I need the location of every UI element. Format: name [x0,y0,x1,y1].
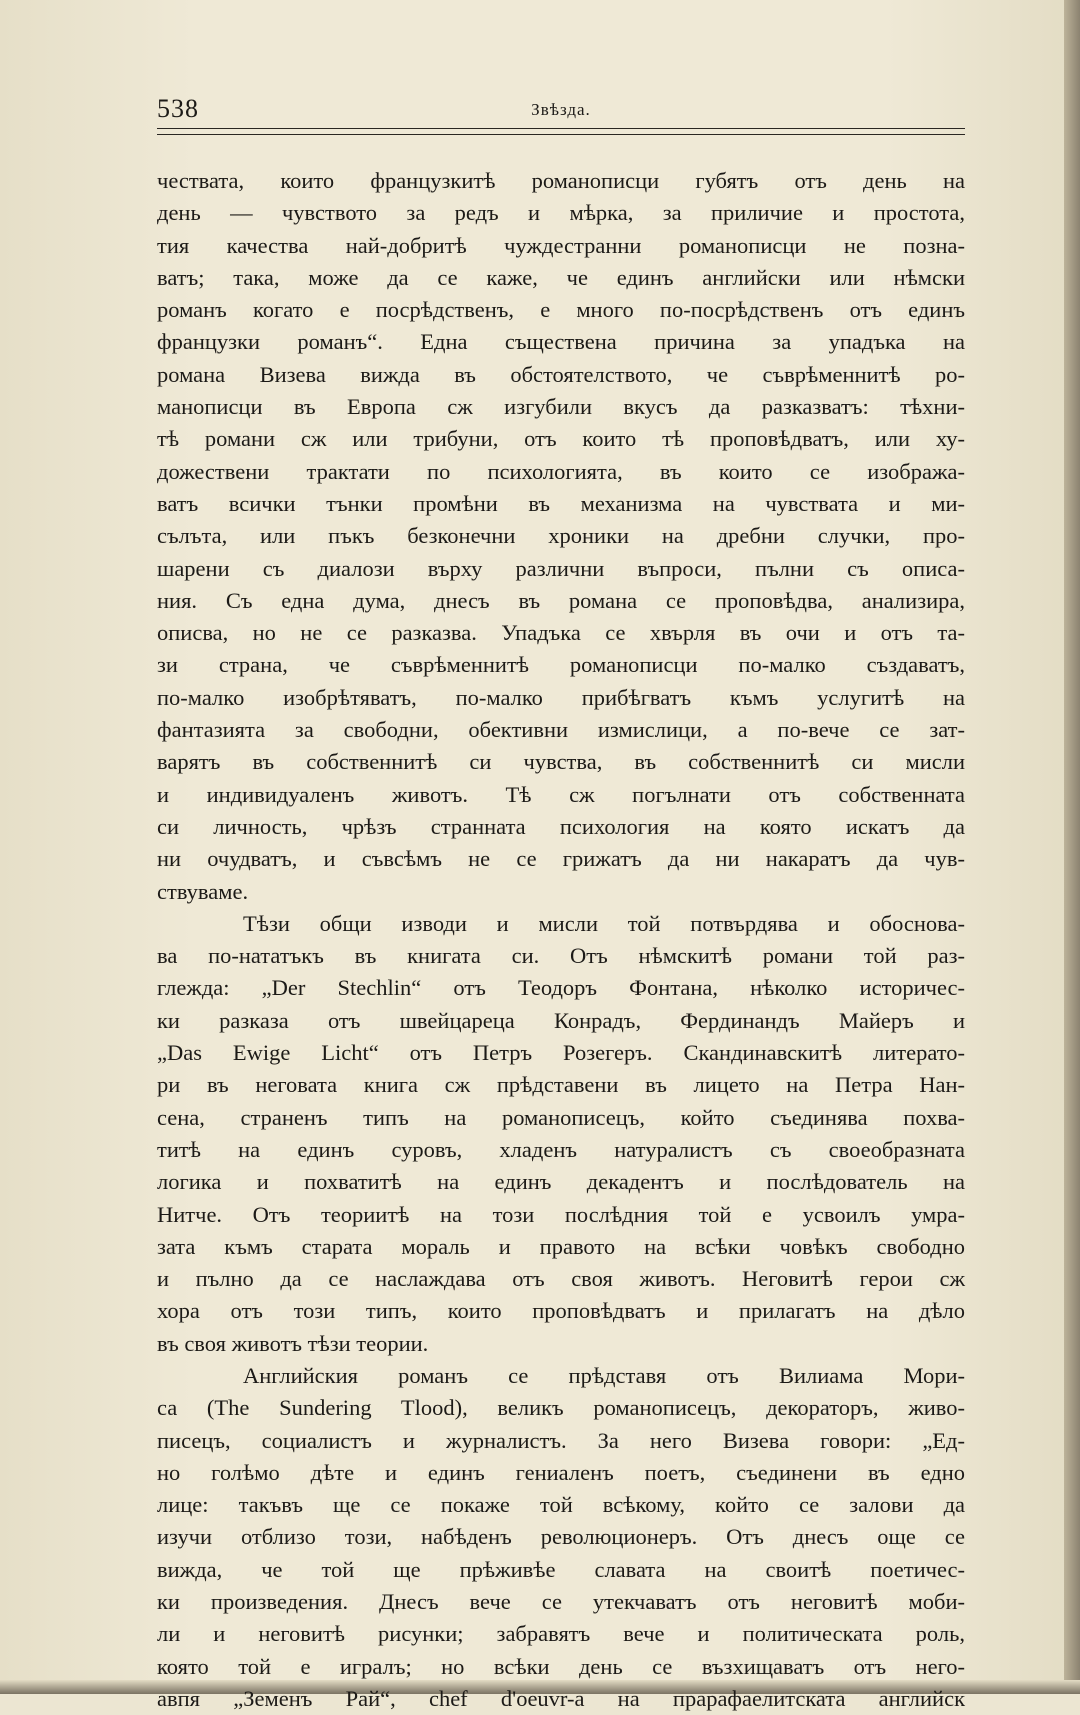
text-line: изучи отблизо този, набѣденъ революционеръ. Отъ днесъ още се [157,1524,965,1550]
text-line: ствуваме. [157,878,249,904]
text-line: день — чувството за редъ и мѣрка, за приличие и простота, [157,200,965,226]
text-line: романъ когато е посрѣдственъ, е много по-посрѣдственъ отъ единъ [157,297,965,323]
text-line: титѣ на единъ суровъ, хладенъ натуралистъ съ своеобразната [157,1136,965,1162]
text-line: ния. Съ една дума, днесъ въ романа се проповѣдва, анализира, [157,587,965,613]
text-line: французки романъ“. Една съществена причина за упадъка на [157,329,965,355]
text-line: логика и похватитѣ на единъ декадентъ и послѣдователь на [157,1169,965,1195]
text-line: ни очудватъ, и съвсѣмъ не се грижатъ да ни накаратъ да чув- [157,846,965,872]
text-line: си личность, чрѣзъ странната психология на която искатъ да [157,813,965,839]
text-line: романа Визева вижда въ обстоятелството, че съврѣменнитѣ ро- [157,361,965,387]
text-line: варятъ въ собственнитѣ си чувства, въ собственнитѣ си мисли [157,749,965,775]
text-line: авпя „Земенъ Рай“, chef d'oeuvr-a на прарафаелитската английск [157,1685,965,1711]
text-line: тѣ романи сж или трибуни, отъ които тѣ проповѣдватъ, или ху- [157,426,965,452]
book-spine-shadow [1064,0,1080,1694]
text-line: Нитче. Отъ теориитѣ на този послѣдния той е усвоилъ умра- [157,1201,965,1227]
text-line: ва по-нататъкъ въ книгата си. Отъ нѣмскитѣ романи той раз- [157,943,965,969]
text-line: сена, страненъ типъ на романописецъ, който съединява похва- [157,1104,965,1130]
text-line: Английския романъ се прѣдставя отъ Вилиама Мори- [243,1362,965,1388]
text-line: вижда, че той ще прѣживѣе славата на своитѣ поетичес- [157,1556,965,1582]
text-line: „Das Ewige Licht“ отъ Петръ Розегеръ. Скандинавскитѣ литерато- [157,1040,965,1066]
text-line: лице: такъвъ ще се покаже той всѣкому, който се залови да [157,1492,965,1518]
text-line: която той е игралъ; но всѣки день се възхищаватъ отъ него- [157,1653,965,1679]
text-line: шарени съ диалози върху различни въпроси, пълни съ описа- [157,555,965,581]
text-line: зи страна, че съврѣменнитѣ романописци по-малко създаватъ, [157,652,965,678]
text-line: ли и неговитѣ рисунки; забравятъ вече и политическата роль, [157,1621,965,1647]
text-line: зата къмъ старата мораль и правото на всѣки човѣкъ свободно [157,1233,965,1259]
text-line: по-малко изобрѣтяватъ, по-малко прибѣгватъ къмъ услугитѣ на [157,684,965,710]
text-line: тия качества най-добритѣ чуждестранни романописци не позна- [157,232,965,258]
text-line: ри въ неговата книга сж прѣдставени въ лицето на Петра Нан- [157,1072,965,1098]
text-line: ки произведения. Днесъ вече се утекчаватъ отъ неговитѣ моби- [157,1589,965,1615]
text-line: манописци въ Европа сж изгубили вкусъ да разказватъ: тѣхни- [157,394,965,420]
text-line: въ своя животъ тѣзи теории. [157,1330,429,1356]
text-line: ватъ; така, може да се каже, че единъ английски или нѣмски [157,264,965,290]
text-line: сълъта, или пъкъ безконечни хроники на дребни случки, про- [157,523,965,549]
text-line: са (The Sundering Tlood), великъ романописецъ, декораторъ, живо- [157,1395,965,1421]
text-line: ки разказа отъ швейцареца Конрадъ, Фердинандъ Майеръ и [157,1007,965,1033]
page-header [157,94,965,128]
text-line: хора отъ този типъ, които проповѣдватъ и прилагатъ на дѣло [157,1298,965,1324]
running-title: Звѣзда. [531,100,591,119]
text-line: чествата, които французкитѣ романописци губятъ отъ день на [157,168,965,193]
text-line: ватъ всички тънки промѣни въ механизма на чувствата и ми- [157,490,965,516]
page-number: 538 [157,94,199,123]
text-line: глежда: „Der Stechlin“ отъ Теодоръ Фонтана, нѣколко историчес- [157,975,965,1001]
body-text [157,165,965,1715]
text-line: фантазията за свободни, обективни измислици, а по-вече се зат- [157,717,965,743]
text-line: описва, но не се разказва. Упадъка се хвърля въ очи и отъ та- [157,620,965,646]
text-line: но голѣмо дѣте и единъ гениаленъ поетъ, съединени въ едно [157,1459,965,1485]
text-line: и индивидуаленъ животъ. Тѣ сж погълнати отъ собственната [157,781,965,807]
text-line: Тѣзи общи изводи и мисли той потвърдява и обоснова- [243,910,965,936]
text-line: дожествени трактати по психологията, въ които се изобража- [157,458,965,484]
header-double-rule [157,128,965,135]
text-line: писецъ, социалистъ и журналистъ. За него Визева говори: „Ед- [157,1427,965,1453]
text-line: и пълно да се наслаждава отъ своя животъ. Неговитѣ герои сж [157,1266,965,1292]
